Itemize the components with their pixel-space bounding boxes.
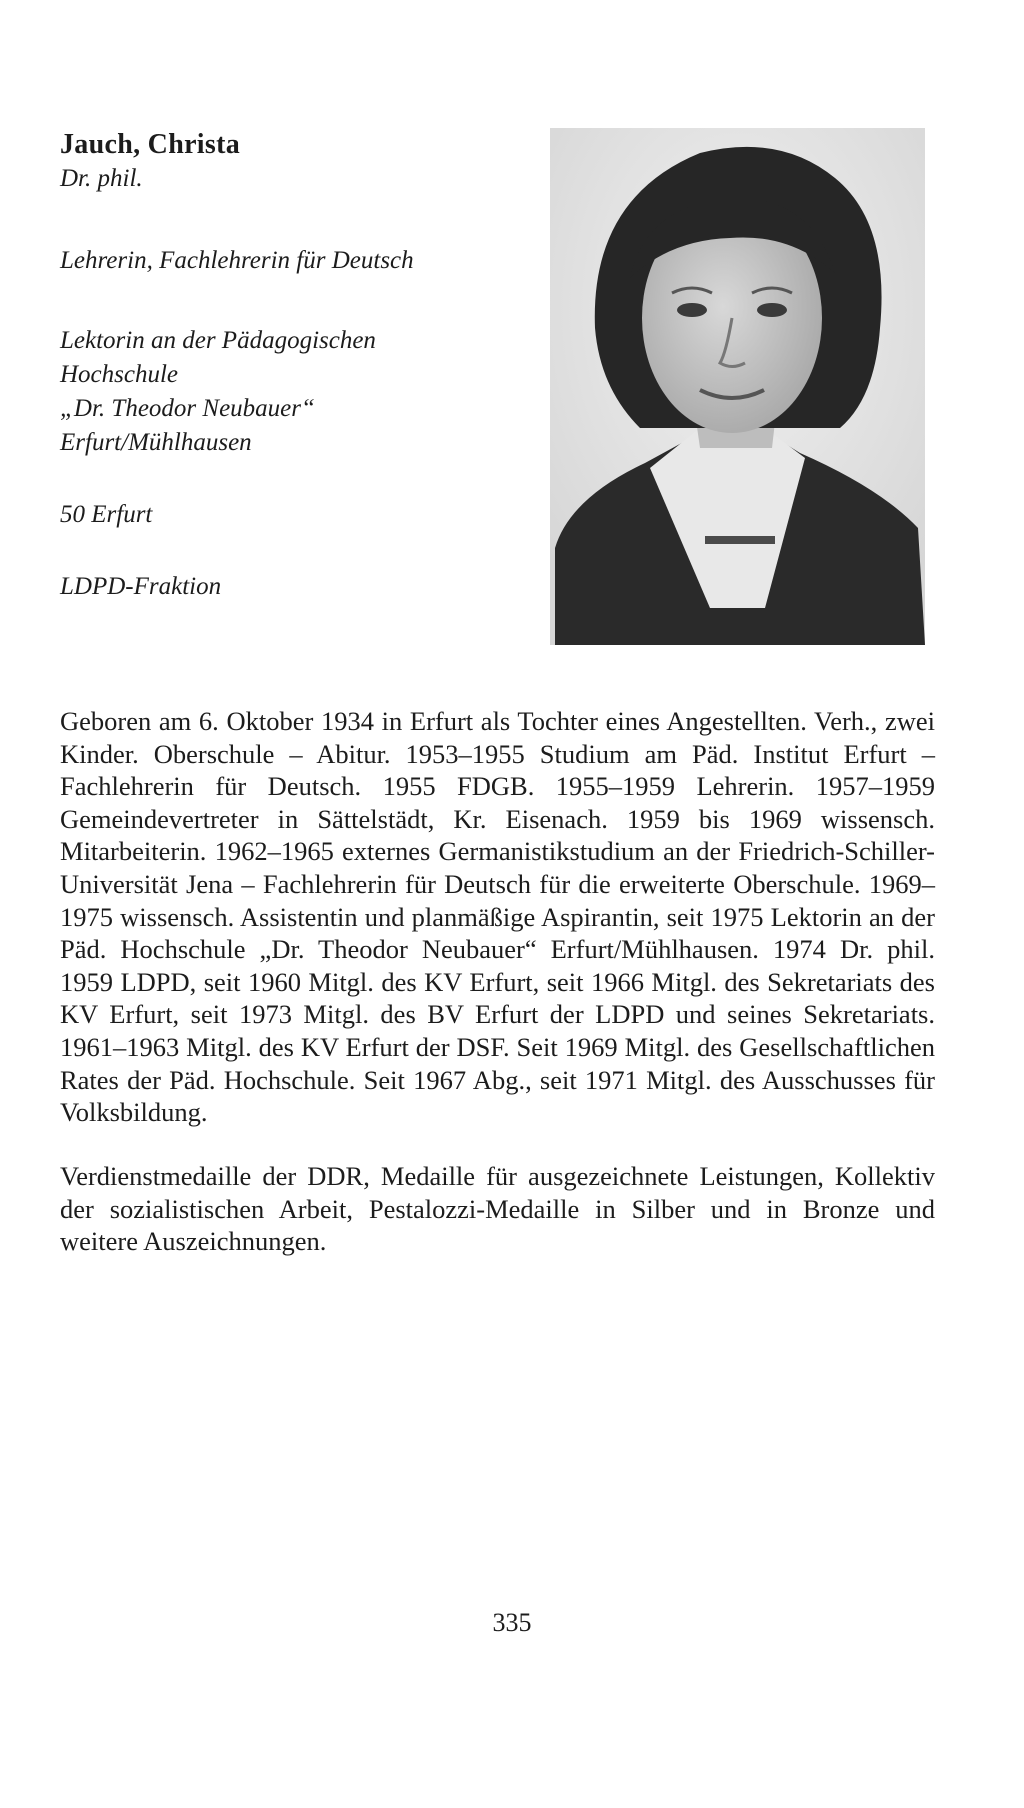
person-name: Jauch, Christa: [60, 129, 240, 160]
affiliation-line: Hochschule: [60, 361, 179, 388]
affiliation: [60, 324, 530, 460]
affiliation-line: „Dr. Theodor Neubauer“: [60, 395, 315, 422]
page-number: 335: [492, 1608, 532, 1637]
brooch: [705, 536, 775, 544]
affiliation-line: Erfurt/Mühlhausen: [60, 429, 252, 456]
profession: Lehrerin, Fachlehrerin für Deutsch: [60, 247, 414, 274]
academic-degree: Dr. phil.: [60, 165, 143, 192]
person-header: [60, 128, 530, 604]
left-eye: [677, 303, 707, 317]
right-eye: [757, 303, 787, 317]
biography-text: Geboren am 6. Oktober 1934 in Erfurt als Tochter eines Angestellten. Verh., zwei Kinder. Oberschule – Abitur. 1953–1955 Studium am Päd. Institut Erfurt – Fachlehrerin für Deutsch. 1955 FDGB. 1955–1959 Lehrerin. 1957–1959 Gemeindevertreter in Sättelstädt, Kr. Eisenach. 1959 bis 1969 wissensch. Mitarbeiterin. 1962–1965 externes Germanistikstudium an der Friedrich-Schiller-Universität Jena – Fachlehrerin für Deutsch für die erweiterte Oberschule. 1969–1975 wissensch. Assistentin und planmäßige Aspirantin, seit 1975 Lektorin an der Päd. Hochschule „Dr. Theodor Neubauer“ Erfurt/Mühlhausen. 1974 Dr. phil. 1959 LDPD, seit 1960 Mitgl. des KV Erfurt, seit 1966 Mitgl. des Sekretariats des KV Erfurt, seit 1973 Mitgl. des BV Erfurt der LDPD und seines Sekretariats. 1961–1963 Mitgl. des KV Erfurt der DSF. Seit 1969 Mitgl. des Gesellschaftlichen Rates der Päd. Hochschule. Seit 1967 Abg., seit 1971 Mitgl. des Ausschusses für Volksbildung.: [60, 706, 935, 1128]
portrait-illustration: [550, 128, 925, 645]
awards-text: Verdienstmedaille der DDR, Medaille für ausgezeichnete Leistungen, Kollektiv der sozialistischen Arbeit, Pestalozzi-Medaille in Silber und in Bronze und weitere Auszeichnungen.: [60, 1161, 935, 1257]
affiliation-line: Lektorin an der Pädagogischen: [60, 327, 376, 354]
city: 50 Erfurt: [60, 501, 153, 528]
faction: LDPD-Fraktion: [60, 573, 222, 600]
portrait-photo: [550, 128, 925, 645]
